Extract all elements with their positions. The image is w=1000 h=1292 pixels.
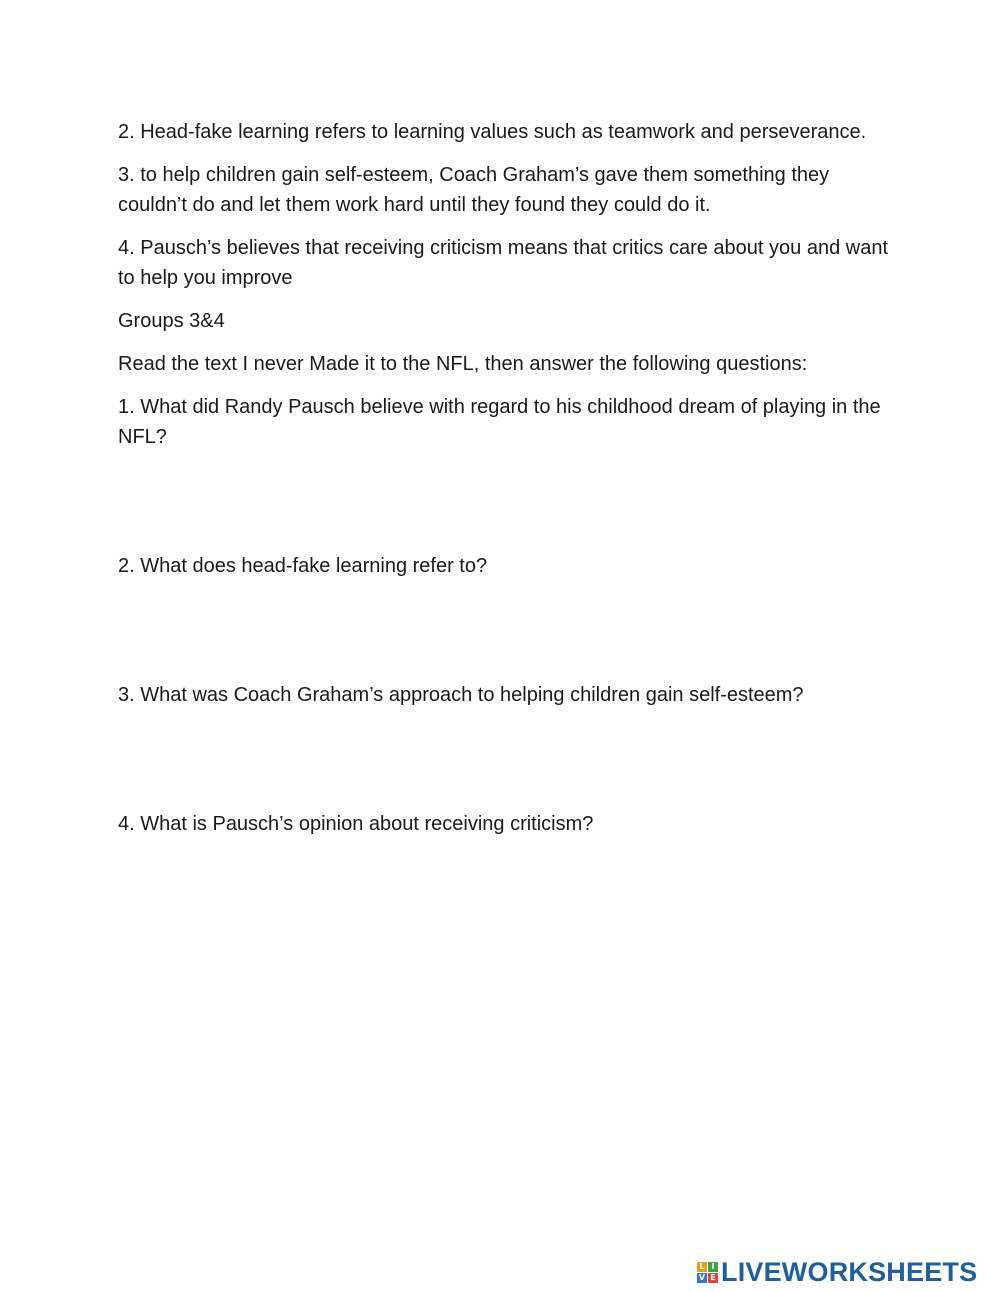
question-3: 3. What was Coach Graham’s approach to helping children gain self-esteem?	[118, 684, 804, 706]
logo-letter-v: V	[698, 1272, 706, 1282]
logo-letter-e: E	[708, 1273, 718, 1283]
question-1: 1. What did Randy Pausch believe with regard to his childhood dream of playing in the NFL?	[118, 396, 881, 448]
liveworksheets-logo	[697, 1252, 977, 1292]
live-icon	[697, 1262, 718, 1283]
worksheet-content	[118, 117, 898, 852]
question-4: 4. What is Pausch’s opinion about receiving criticism?	[118, 813, 594, 835]
instruction: Read the text I never Made it to the NFL, then answer the following questions:	[118, 353, 808, 375]
group-heading: Groups 3&4	[118, 310, 225, 332]
answer-4: 4. Pausch’s believes that receiving criticism means that critics care about you and want to help you improve	[118, 237, 888, 289]
answer-2: 2. Head-fake learning refers to learning values such as teamwork and perseverance.	[118, 121, 867, 143]
answer-3: 3. to help children gain self-esteem, Coach Graham’s gave them something they couldn’t do and let them work hard until they found they could do it.	[118, 164, 830, 216]
question-2: 2. What does head-fake learning refer to?	[118, 555, 488, 577]
logo-text: LIVEWORKSHEETS	[721, 1256, 978, 1287]
logo-letter-l: L	[697, 1262, 707, 1272]
logo-letter-i: I	[708, 1262, 718, 1272]
